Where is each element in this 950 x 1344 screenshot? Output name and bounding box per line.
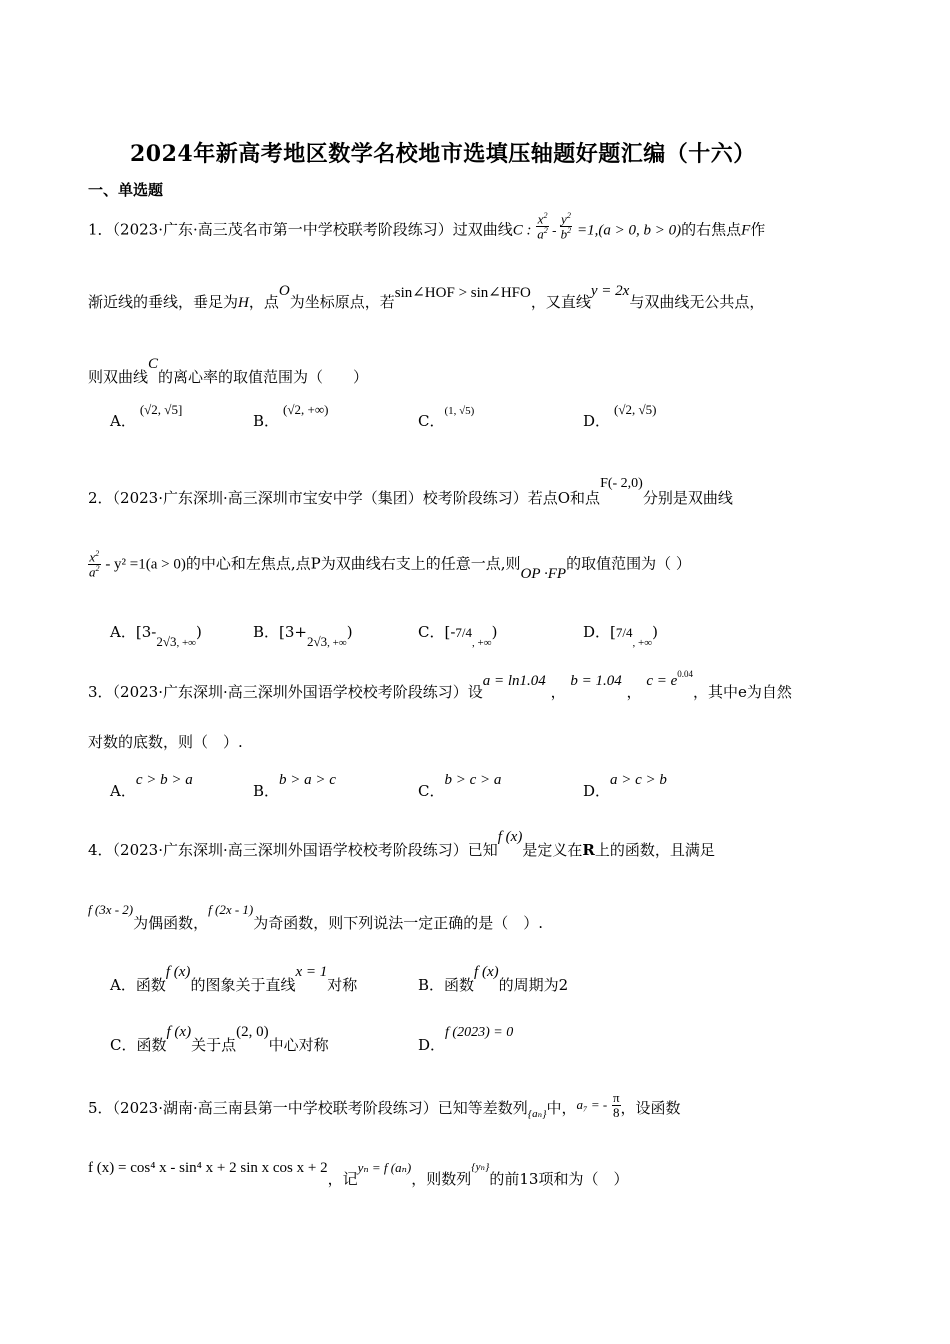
focus-var: F xyxy=(741,222,751,239)
option-label: A． xyxy=(110,782,136,800)
option-a[interactable] xyxy=(110,772,193,801)
question-text: 的取值范围为（ ） xyxy=(566,554,691,573)
option-label: D． xyxy=(418,1036,446,1054)
option-label: C． xyxy=(418,412,445,430)
line-equation: y = 2x xyxy=(590,283,630,299)
option-prefix: [3+ xyxy=(279,623,307,641)
hyperbola-condition: =1,(a > 0, b > 0) xyxy=(576,222,682,239)
question-1-line-2 xyxy=(88,283,765,312)
option-label: A． xyxy=(110,412,136,430)
option-text: 关于点 xyxy=(191,1036,237,1054)
a-definition: a = ln1.04 xyxy=(482,673,546,689)
option-suffix: , +∞ xyxy=(176,637,196,649)
option-value: f (2023) = 0 xyxy=(445,1025,514,1040)
option-text: 对称 xyxy=(327,976,358,994)
option-label: D． xyxy=(583,782,611,800)
question-4-line-1 xyxy=(88,829,715,860)
question-text: 的离心率的取值范围为（ ） xyxy=(158,368,369,386)
option-text: 函数 xyxy=(444,976,475,994)
question-text: ，点 xyxy=(248,293,279,311)
sequence-a: {aₙ} xyxy=(527,1108,547,1121)
section-heading: 一、单选题 xyxy=(88,181,164,199)
question-text: 分别是双曲线 xyxy=(642,489,733,507)
question-source: （2023·湖南·高三南县第一中学校联考阶段练习）已知等差数列 xyxy=(112,1099,528,1118)
option-b[interactable] xyxy=(418,964,569,995)
option-suffix: , +∞ xyxy=(327,637,347,649)
option-text: 函数 xyxy=(135,976,166,994)
option-label: A． xyxy=(110,976,136,994)
question-source: （2023·广东深圳·高三深圳外国语学校校考阶段练习）设 xyxy=(112,683,483,701)
option-prefix: [3- xyxy=(135,623,157,641)
option-close: ) xyxy=(196,623,202,641)
question-number: 3． xyxy=(88,683,113,701)
odd-function: f (2x - 1) xyxy=(208,902,254,917)
option-label: C． xyxy=(418,623,445,641)
option-function: f (x) xyxy=(474,964,499,980)
option-close: ) xyxy=(652,623,658,641)
option-value: 2√3 xyxy=(156,634,177,649)
origin-var: O xyxy=(278,283,290,299)
option-a[interactable] xyxy=(110,964,358,995)
option-b[interactable] xyxy=(253,402,329,431)
option-c[interactable] xyxy=(418,772,502,801)
question-text: 中， xyxy=(546,1099,577,1118)
question-text: 作 xyxy=(750,220,766,239)
option-suffix: , +∞ xyxy=(632,637,653,649)
option-prefix: [- xyxy=(444,623,456,641)
option-point: (2, 0) xyxy=(236,1024,269,1040)
focus-point: F(- 2,0) xyxy=(600,476,643,491)
pi-over-8 xyxy=(612,1091,621,1119)
question-text: 上的函数，且满足 xyxy=(594,841,715,859)
hyperbola-frac: $\frac{x^2}{a^2}$ xyxy=(89,549,100,580)
option-label: B． xyxy=(253,412,280,430)
question-text: 是定义在 xyxy=(522,841,583,859)
option-c[interactable] xyxy=(110,1024,329,1055)
option-d[interactable] xyxy=(583,772,667,801)
option-value: b > a > c xyxy=(279,772,336,788)
option-value: 2√3 xyxy=(307,634,328,649)
option-close: ) xyxy=(491,623,498,641)
question-number: 4． xyxy=(88,841,113,859)
question-text: ，又直线 xyxy=(530,293,591,311)
question-text: 的右焦点 xyxy=(681,220,742,239)
option-value: 7/4 xyxy=(615,625,633,640)
option-d[interactable] xyxy=(583,402,657,431)
option-b[interactable] xyxy=(253,621,353,649)
option-label: D． xyxy=(583,623,611,641)
b-definition: b = 1.04 xyxy=(570,673,622,689)
option-c[interactable] xyxy=(418,405,475,431)
hyperbola-frac-y: $\frac{y^2}{b^2}$ xyxy=(560,211,572,242)
option-label: B． xyxy=(418,976,445,994)
question-3-line-2: 对数的底数，则（ ）. xyxy=(88,733,243,751)
option-label: C． xyxy=(110,1036,137,1054)
option-label: A． xyxy=(110,623,136,641)
hyperbola-equation: - y² =1(a > 0) xyxy=(105,556,186,573)
separator: ， xyxy=(550,683,566,701)
option-a[interactable] xyxy=(110,402,183,431)
even-function: f (3x - 2) xyxy=(88,902,134,917)
c-definition: c = e xyxy=(646,673,678,689)
option-value: (1, √5) xyxy=(444,405,475,417)
question-5-line-1 xyxy=(88,1090,681,1123)
document-title: 2024年新高考地区数学名校地市选填压轴题好题汇编（十六） xyxy=(130,141,756,167)
question-text: ，其中e为自然 xyxy=(693,683,792,701)
function-definition: f (x) = cos⁴ x - sin⁴ x + 2 sin x cos x + 2 xyxy=(88,1160,328,1176)
question-number: 1． xyxy=(88,220,113,239)
question-text: ，设函数 xyxy=(620,1099,681,1118)
option-function: f (x) xyxy=(165,964,191,980)
question-5-line-2 xyxy=(88,1160,629,1189)
question-number: 2． xyxy=(88,489,113,507)
a7-definition: a₇ = - xyxy=(576,1097,608,1113)
option-prefix: [ xyxy=(610,623,616,641)
question-text: ，则数列 xyxy=(411,1170,472,1188)
question-number: 5． xyxy=(88,1099,113,1118)
question-text: 渐近线的垂线，垂足为 xyxy=(88,293,239,311)
hyperbola-frac-x: $\frac{x^2}{a^2}$ xyxy=(537,211,548,242)
question-source: （2023·广东深圳·高三深圳市宝安中学（集团）校考阶段练习）若点O和点 xyxy=(112,489,601,507)
question-text: 与双曲线无公共点， xyxy=(629,293,765,311)
option-text: 的周期为2 xyxy=(498,976,569,994)
option-label: B． xyxy=(253,782,280,800)
sine-inequality: sin∠HOF > sin∠HFO xyxy=(394,285,531,301)
pi-numerator: π xyxy=(612,1090,620,1105)
option-d[interactable] xyxy=(418,1025,514,1055)
option-suffix: , +∞ xyxy=(472,637,492,649)
question-source: （2023·广东·高三茂名市第一中学校联考阶段练习）过双曲线 xyxy=(112,220,513,239)
option-value: b > c > a xyxy=(444,772,502,788)
question-4-line-2 xyxy=(88,902,544,933)
real-numbers: R xyxy=(582,841,595,859)
option-equation: x = 1 xyxy=(295,964,328,980)
option-a[interactable] xyxy=(110,621,202,649)
question-text: 为奇函数，则下列说法一定正确的是（ ）. xyxy=(253,914,544,932)
pi-denominator: 8 xyxy=(612,1104,620,1120)
question-2-line-1 xyxy=(88,476,733,508)
option-text: 函数 xyxy=(136,1036,167,1054)
option-b[interactable] xyxy=(253,772,336,801)
curve-var: C xyxy=(148,356,159,372)
question-3-line-1 xyxy=(88,669,792,702)
option-label: B． xyxy=(253,623,280,641)
option-value: a > c > b xyxy=(610,772,667,788)
question-text: 的前13项和为（ ） xyxy=(489,1170,629,1188)
question-text: 为偶函数， xyxy=(133,914,209,932)
option-value: (√2, √5] xyxy=(139,402,183,417)
curve-label: C : xyxy=(512,222,532,239)
option-value: c > b > a xyxy=(135,772,193,788)
option-c[interactable] xyxy=(418,621,498,649)
function-f: f (x) xyxy=(497,829,523,845)
question-text: 则双曲线 xyxy=(88,368,149,386)
question-text: 为坐标原点，若 xyxy=(289,293,395,311)
question-1-line-3 xyxy=(88,356,369,387)
question-2-line-2 xyxy=(88,549,691,583)
option-value: 7/4 xyxy=(455,625,473,640)
sequence-y: {yₙ} xyxy=(471,1161,490,1173)
foot-var: H xyxy=(238,295,249,311)
option-label: C． xyxy=(418,782,445,800)
separator: ， xyxy=(626,683,642,701)
option-text: 中心对称 xyxy=(268,1036,329,1054)
dot-product: OP ·FP xyxy=(520,566,567,583)
option-value: (√2, √5) xyxy=(614,402,657,417)
question-1-line-1: 1．（2023·广东·高三茂名市第一中学校联考阶段练习）过双曲线C : $\frac{x^2}{a^2}$ - $\frac{y^2}{b^2}$ =1,(a > 0, b > 0)的右焦点F作 xyxy=(88,211,766,242)
question-text: ，记 xyxy=(327,1170,358,1188)
option-function: f (x) xyxy=(166,1024,192,1040)
option-text: 的图象关于直线 xyxy=(190,976,296,994)
question-source: （2023·广东深圳·高三深圳外国语学校校考阶段练习）已知 xyxy=(112,841,498,859)
option-label: D． xyxy=(583,412,611,430)
question-text: 的中心和左焦点,点P为双曲线右支上的任意一点,则 xyxy=(185,554,521,573)
option-d[interactable] xyxy=(583,621,658,649)
yn-definition: yₙ = f (aₙ) xyxy=(357,1160,412,1175)
option-close: ) xyxy=(346,623,353,641)
c-exponent: 0.04 xyxy=(677,669,694,679)
option-value: (√2, +∞) xyxy=(283,402,329,417)
